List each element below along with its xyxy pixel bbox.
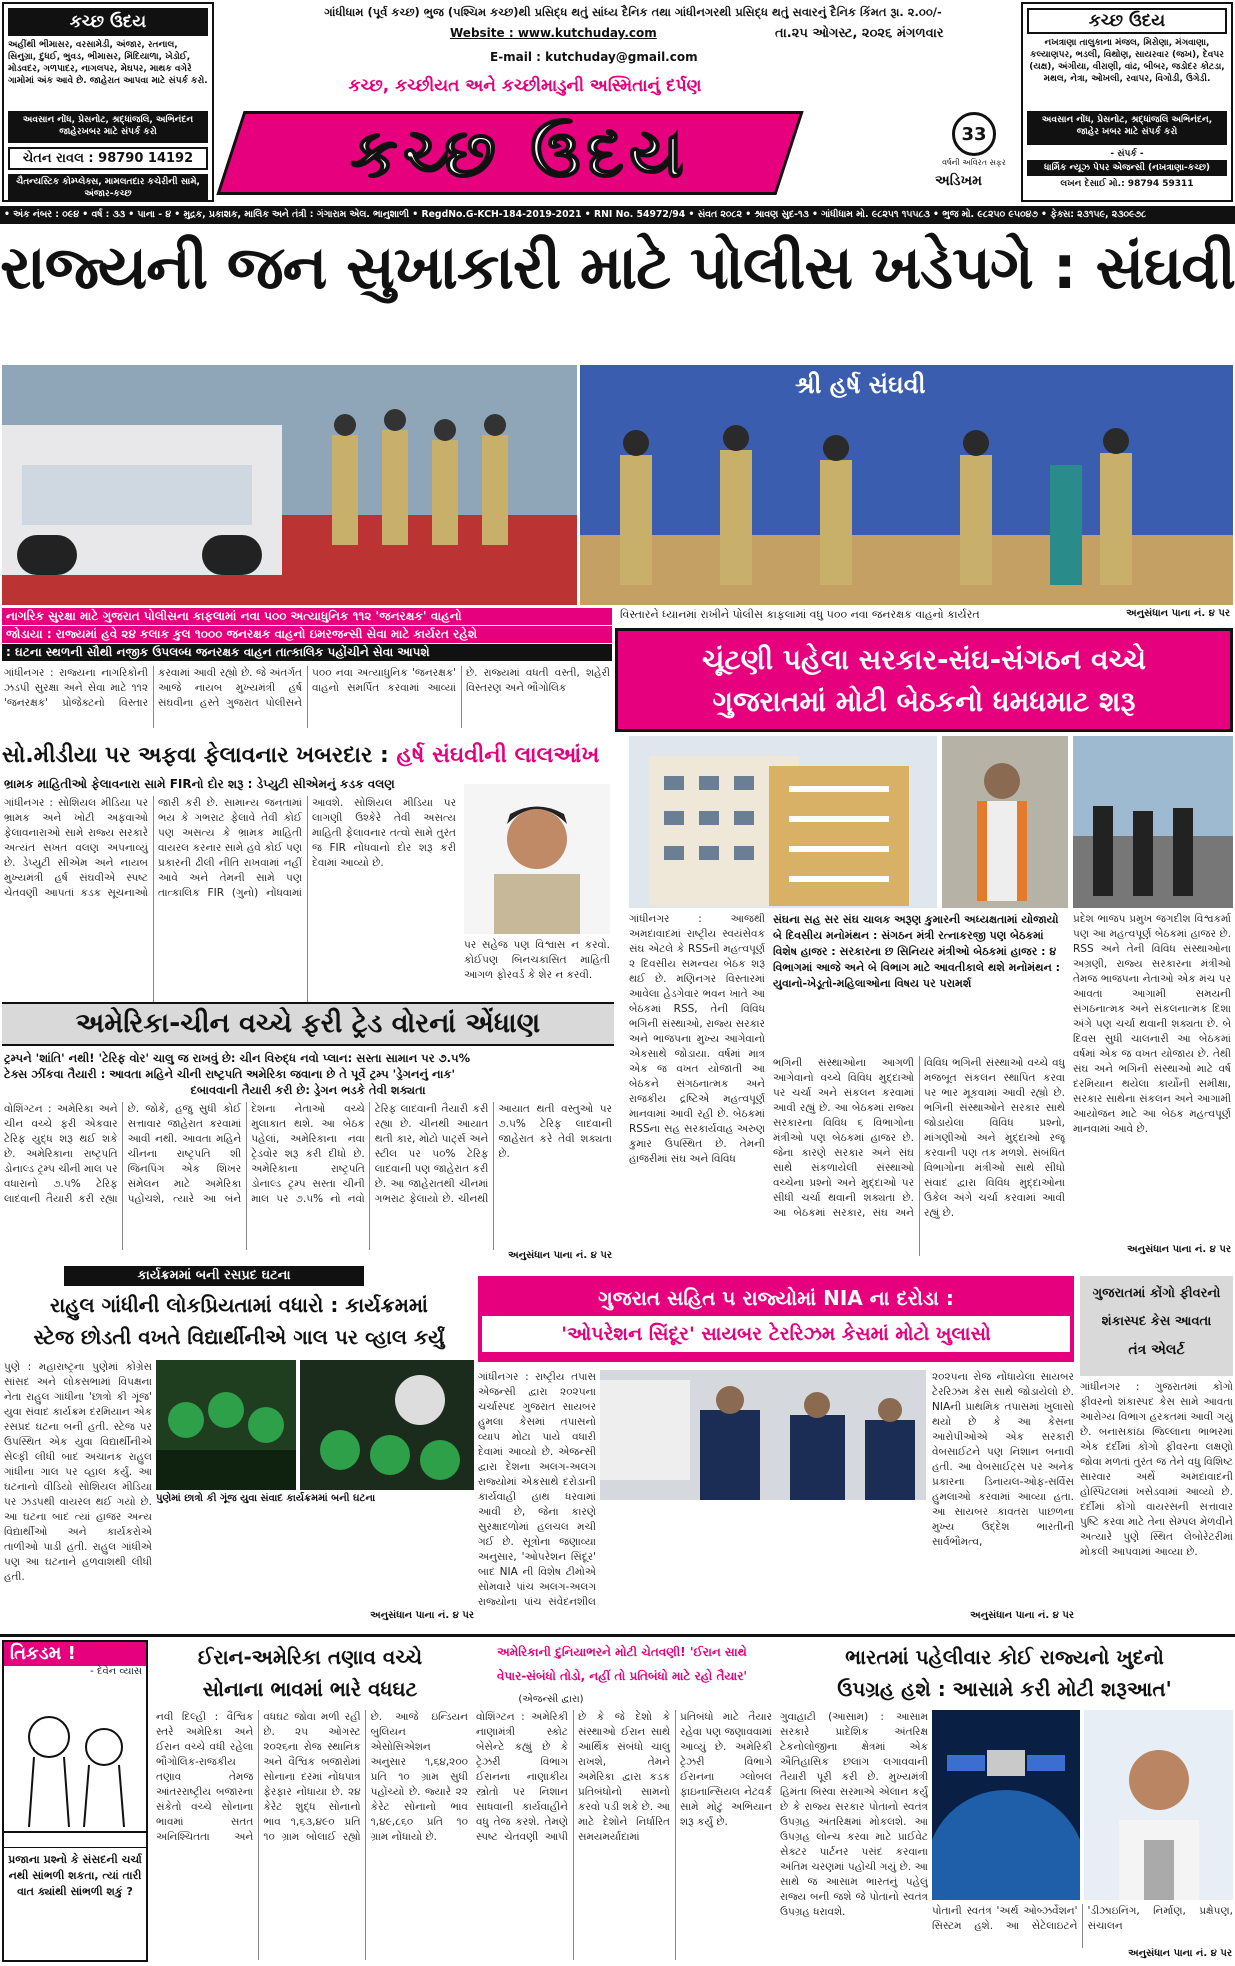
cartoon-author: - દેવેન વ્યાસ: [90, 1666, 142, 1677]
rahul-photo-2: [300, 1360, 474, 1490]
iran-body: વોશિંગ્ટન : અમેરિકી નાણામંત્રી સ્કોટ બેસેન્ટે કહ્યું છે કે ટ્રેઝરી વિભાગ ઈરાનના નાણાકીય સ્ત્રોતો પર નિશાન સાધવાની કાર્યવાહીને વધુ તેજ કરશે. તેમણે સ્પષ્ટ ચેતવણી આપી છે કે જે દેશો કે સંસ્થાઓ ઈરાન સાથે આર્થિક સંબંધો ચાલુ રાખશે, તેમને અમેરિકા દ્વારા કડક પ્રતિબંધોનો સામનો કરવો પડી શકે છે. આ માટે દેશોને નિર્ધારિત સમયમર્યાદામાં પ્રતિબંધો માટે તૈયાર રહેવા પણ જણાવવામાં આવ્યું છે. અમેરિકી ટ્રેઝરી વિભાગે ઈરાનના ગ્લોબલ ફાઇનાન્સિયલ નેટવર્ક સામે મોટું અભિયાન શરૂ કર્યું છે.: [476, 1711, 772, 1843]
social-portrait: [464, 784, 610, 934]
right-ad-phone: લખન દેસાઈ મો.: 98794 59311: [1060, 179, 1194, 189]
cartoon-label: તિકડમ !: [4, 1642, 146, 1666]
masthead-title: કચ્છ ઉદય: [350, 114, 690, 192]
nia-body: ગાંધીનગર : રાષ્ટ્રીય તપાસ એજન્સી દ્વારા ૨૦૨૫ના ચર્ચાસ્પદ ગુજરાત સાયબર હુમલા કેસમાં તપાસનો વ્યાપ મોટા પાયે વધારી દેવામાં આવ્યો છે. એજન્સી દ્વારા દેશના અલગ-અલગ રાજ્યોમાં એકસાથે દરોડાની કાર્યવાહી હાથ ધરવામાં આવી છે, જેના કારણે સુરક્ષાદળોમાં હલચલ મચી ગઈ છે. સૂત્રોના જણાવ્યા અનુસાર, 'ઓપરેશન સિંદૂર' બાદ NIA ની વિશેષ ટીમોએ સોમવારે પાંચ અલગ-અલગ રાજ્યોના પાંચ સંવેદનશીલ: [478, 1371, 596, 1608]
right-ad-services: અવસાન નોંધ, પ્રેસનોટ, શ્રદ્ધાંજલિ અભિનંદન, જાહેર ખબર માટે સંપર્ક કરો: [1027, 111, 1227, 145]
rss-building-photo: [629, 736, 937, 908]
lead-body: ગાંધીનગર : રાજ્યના નાગરિકોની ઝડપી સુરક્ષા અને સેવા માટે ૧૧૨ 'જનરક્ષક' પ્રોજેક્ટનો વિસ્તાર કરવામાં આવી રહ્યો છે. જે અંતર્ગત આજે નાયબ મુખ્યમંત્રી હર્ષ સંઘવીના હસ્તે ગુજરાત પોલીસને ૫૦૦ નવા અત્યાધુનિક 'જનરક્ષક' વાહનો સમર્પિત કરવામાં આવ્યાં છે. રાજ્યમાં વધતી વસ્તી, શહેરી વિસ્તરણ અને ભૌગોલિક: [4, 667, 610, 709]
gold-headline-1: ઈરાન-અમેરિકા તણાવ વચ્ચે: [197, 1645, 423, 1669]
rahul-caption: પુણેમાં છાત્રો કી ગૂંજ યુવા સંવાદ કાર્યક્રમમાં બની ઘટના: [156, 1493, 376, 1504]
website-link[interactable]: Website : www.kutchuday.com: [450, 26, 657, 40]
rahul-headline-2: સ્ટેજ છોડતી વખતે વિદ્યાર્થીનીએ ગાલ પર વ્હાલ કર્યું: [33, 1325, 445, 1349]
left-ad-contact: ચેતન રાવલ : 98790 14192: [8, 147, 208, 170]
masthead-topline: ગાંધીધામ (પૂર્વ કચ્છ) ભુજ (પશ્ચિમ કચ્છ)થી પ્રસિદ્ધ થતું સાંધ્ય દૈનિક તથા ગાંધીનગરથી પ્રસિદ્ધ થતું સવારનું દૈનિક કિંમત રૂા. ૨.૦૦/-: [324, 5, 942, 19]
badge-number: 33: [961, 123, 987, 145]
space-body: ગુવાહાટી (આસામ) : આસામ સરકારે પ્રાદેશિક અંતરિક્ષ ટેકનોલોજીના ક્ષેત્રમાં એક ઐતિહાસિક છલાંગ લગાવવાની તૈયારી પૂરી કરી છે. મુખ્યમંત્રી હિમંતા બિસ્વા સરમાએ એલાન કર્યું છે કે રાજ્ય સરકાર પોતાનો સ્વતંત્ર ઉપગ્રહ અંતરિક્ષમાં મોકલશે. આ ઉપગ્રહ લોન્ચ કરવા માટે પ્રાઈવેટ સેક્ટર પાર્ટનર પસંદ કરવાના અંતિમ ચરણમાં પહોંચી ગયું છે. આ સાથે જ આસામ ભારતનું પહેલું રાજ્ય બની જશે જે પોતાનો સ્વતંત્ર ઉપગ્રહ ધરાવશે.: [780, 1711, 928, 1918]
nia-body-right: ૨૦૨૫ના રોજ નોંધાયેલા સાયબર ટેરરિઝમ કેસ સાથે જોડાયેલો છે. NIAની પ્રાથમિક તપાસમાં ખુલાસો થયો છે કે આ કેસના આરોપીઓએ એક સરકારી વેબસાઈટને પણ નિશાન બનાવી હતી. આ વેબસાઈટ્સ પર અનેક પ્રકારના ડિનાયલ-ઓફ-સર્વિસ હુમલાઓ કરવામાં આવ્યા હતા. આ સાયબર કાવતરા પાછળના મુખ્ય ઉદ્દેશ ભારતીની સાર્વભૌમત્વ,: [932, 1371, 1074, 1548]
cartoon-speech: પ્રજાના પ્રશ્નો કે સંસદની ચર્ચા નથી સાંભળી શકતા, ત્યાં તારી વાત ક્યાંથી સાંભળી શકું ?: [4, 1847, 146, 1904]
gold-body: નવી દિલ્હી : વૈશ્વિક સ્તરે અમેરિકા અને ઈરાન વચ્ચે વધી રહેલા ભૌગોલિક-રાજકીય તણાવ તેમજ આંતરરાષ્ટ્રીય બજારના સંકેતો વચ્ચે સોનાના ભાવમાં સતત અનિશ્ચિતતા અને વધઘટ જોવા મળી રહી છે. ૨૫ ઓગસ્ટ ૨૦૨૬ના રોજ સ્થાનિક અને વૈશ્વિક બજારોમાં સોનાના દરમાં નોંધપાત્ર ફેરફાર નોંધાયા છે. ૨૪ કેરેટ શુદ્ધ સોનાનો ભાવ ૧,૬૩,૪૯૦ પ્રતિ ૧૦ ગ્રામ બોલાઈ રહ્યો છે. આજે ઇન્ડિયન બુલિયન એસોસિએશન અનુસાર ૧,૬૪,૨૦૦ પ્રતિ ૧૦ ગ્રામ સુધી પહોંચ્યો છે. જ્યારે ૨૨ કેરેટ સોનાનો ભાવ ૧,૪૯,૮૬૦ પ્રતિ ૧૦ ગ્રામ નોંધાયો છે.: [156, 1711, 468, 1843]
rahul-continued-ref: અનુસંધાન પાના નં. ૪ પર: [370, 1610, 474, 1621]
nia-body-mid: [600, 1504, 926, 1610]
nia-photo: [600, 1370, 926, 1500]
space-headline-2: ઉપગ્રહ હશે : આસામે કરી મોટી શરૂઆત': [837, 1677, 1172, 1701]
social-caption: પર સહેજ પણ વિશ્વાસ ન કરવો. કોઈપણ બિનચકાસિત માહિતી આગળ ફોરવર્ડ કે શેર ન કરવી.: [464, 939, 610, 981]
social-headline: [2, 740, 612, 772]
congo-headline-3: તંત્ર એલર્ટ: [1128, 1342, 1185, 1358]
stage-banner: શ્રી હર્ષ સંઘવી: [795, 371, 926, 399]
trade-continued-ref: અનુસંધાન પાના નં. ૪ પર: [508, 1250, 612, 1261]
trade-headline-box: [2, 1002, 614, 1046]
trade-sub-2: ટેક્સ ઝીંકવા તૈયારી : આવતા મહિને ચીની રાષ્ટ્રપતિ અમેરિકા જવાના છે તે પૂર્વે ટ્રમ્પ 'ડ્રેગનનું નાક': [4, 1067, 456, 1081]
lead-headline: રાજ્યની જન સુખાકારી માટે પોલીસ ખડેપગે : સંઘવી: [0, 233, 1235, 303]
congo-body: ગાંધીનગર : ગુજરાતમાં કોંગો ફીવરનો શંકાસ્પદ કેસ સામે આવતા આરોગ્ય વિભાગ હરકતમાં આવી ગયું છે. બનાસકાંઠા જિલ્લાના ભાભરમાં એક દર્દીમાં કોંગો ફીવરના લક્ષણો જોવા મળતાં તુરંત જ તેને વધુ વિશિષ્ટ સારવાર અર્થે અમદાવાદની હોસ્પિટલમાં ખસેડવામાં આવ્યો છે. દર્દીમાં કોંગો વાયરસની સત્તાવાર પુષ્ટિ કરવા માટે તેના સેમ્પલ મેળવીને અત્યારે પુણે સ્થિત લેબોરેટરીમાં મોકલી આપવામાં આવ્યા છે.: [1080, 1381, 1233, 1558]
space-caption: પોતાની સ્વતંત્ર 'અર્થ ઓબ્ઝર્વેશન' સિસ્ટમ હશે. આ સેટેલાઇટને 'ડીઝાઇનિંગ, નિર્માણ, પ્રક્ષેપણ, સંચાલન: [932, 1905, 1233, 1932]
politics-headline-1: ચૂંટણી પહેલા સરકાર-સંઘ-સંગઠન વચ્ચે: [701, 643, 1147, 676]
rahul-photo-1: [156, 1360, 296, 1490]
rahul-kicker: કાર્યક્રમમાં બની રસપ્રદ ઘટના: [64, 1266, 364, 1286]
rahul-body-cont: [156, 1508, 474, 1608]
tagline: કચ્છ, કચ્છીયત અને કચ્છીમાડુની અસ્મિતાનું દર્પણ: [348, 76, 702, 96]
space-headline-1: ભારતમાં પહેલીવાર કોઈ રાજ્યનો ખુદનો: [845, 1645, 1164, 1669]
politics-body-left: ગાંધીનગર : આજથી અમદાવાદમાં રાષ્ટ્રીય સ્વયંસેવક સંઘ એટલે કે RSSની મહત્વપૂર્ણ ૨ દિવસીય સમન્વય બેઠક શરૂ થઈ છે. મણિનગર વિસ્તારમાં આવેલા હેડગેવાર ભવન ખાતે આ બેઠકમાં RSS, તેની વિવિધ ભગિની સંસ્થાઓ, રાજ્ય સરકાર અને ભાજપના મુખ્ય આગેવાનો એકસાથે જોડાયા. વર્ષમાં માત્ર એક જ વખત યોજાતી આ બેઠકને સંગઠનાત્મક અને રાજકીય દ્રષ્ટિએ મહત્વપૂર્ણ માનવામાં આવી રહી છે. બેઠકમાં RSSના સહ સરકાર્યવાહ અરુણ કુમાર ઉપસ્થિત છે. તેમની હાજરીમાં સંઘ અને વિવિધ: [629, 913, 765, 1165]
satellite-photo: [932, 1710, 1080, 1900]
masthead-logo: [230, 103, 920, 203]
cm-portrait: [1084, 1710, 1233, 1900]
politics-body-right: પ્રદેશ ભાજપ પ્રમુખ જગદીશ વિશ્વકર્મા પણ આ મહત્વપૂર્ણ બેઠકમાં હાજર છે. RSS અને તેની વિવિધ સંસ્થાઓના અગ્રણી, રાજ્ય સરકારના મંત્રીઓ તેમજ ભાજપના નેતાઓ એક મંચ પર આવતા આગામી સમયની સંગઠનાત્મક અને સંકલનાત્મક દિશા અંગે પણ ચર્ચા થવાની શક્યતા છે. બે દિવસ સુધી ચાલનારી આ બેઠકમાં વર્ષમાં એક જ વખત યોજાય છે. તેથી સંઘ અને ભગિની સંસ્થાઓ માટે વર્ષ દરમિયાન થયેલા કાર્યોની સમીક્ષા, સરકાર સાથેના સંકલન અને આગામી આયોજન માટે આ બેઠક મહત્વપૂર્ણ માનવામાં આવે છે.: [1073, 913, 1231, 1135]
badge-text: વર્ષની અવિરત સફર: [942, 158, 1006, 167]
left-ad-blurb: અહીંથી ભીમાસર, વરસામેડી, અંજાર, રતનાલ, સિનુગ્રા, દુધઈ, ભુવડ, ભીમાસર, મિંદિયાળા, ખેડોઈ, મોડવદર, ગળપાદર, નાગલપર, મેઘપર, માથક વગેરે ગામોમાં અંક આવે છે. જાહેરાત આપવા માટે સંપર્ક કરો.: [8, 40, 208, 86]
right-ad-logo: કચ્છ ઉદય: [1027, 8, 1227, 34]
politics-headline-2: ગુજરાતમાં મોટી બેઠકનો ધમધમાટ શરૂ: [712, 685, 1136, 718]
social-subhead: ભ્રામક માહિતીઓ ફેલાવનારા સામે FIRનો દોર શરૂ : ડેપ્યુટી સીએમનું કડક વલણ: [4, 777, 395, 791]
space-continued-ref: અનુસંધાન પાના નં. ૪ પર: [1128, 1948, 1232, 1959]
section-divider: [0, 1634, 1235, 1637]
rss-leader-photo: [942, 736, 1068, 908]
edition-label: અડિખમ: [935, 173, 983, 189]
left-ad-logo: કચ્છ ઉદય: [8, 8, 208, 36]
right-ad-box: [1021, 2, 1233, 202]
social-body: ગાંધીનગર : સોશિયલ મીડિયા પર ભ્રામક અને ખોટી અફવાઓ ફેલાવનારાઓ સામે રાજ્ય સરકારે અત્યંત સખત વલણ અપનાવ્યું છે. ડેપ્યુટી સીએમ અને નાયબ મુખ્યમંત્રી હર્ષ સંઘવીએ સ્પષ્ટ ચેતવણી આપતાં કડક સૂચનાઓ જારી કરી છે. સામાન્ય જનતામાં ભય કે ગભરાટ ફેલાવે તેવી કોઈ પણ અસત્ય કે ભ્રામક માહિતી વાયરલ કરનાર સામે હવે કોઈ પણ પ્રકારની ઢીલી નીતિ રાખવામાં નહીં આવે અને તેમની સામે પણ તાત્કાલિક FIR (ગુનો) નોંધવામાં આવશે. સોશિયલ મીડિયા પર લાગણી ઉશ્કેરે તેવી અસત્ય માહિતી ફેલાવનાર તત્વો સામે તુરંત જ FIR નોંધવાનો દોર શરૂ કરી દેવામાં આવ્યો છે.: [4, 797, 456, 899]
politics-sublead: સંઘના સહ સર સંઘ ચાલક અરૂણ કુમારની અધ્યક્ષતામાં યોજાયો બે દિવસીય મનોમંથન : સંગઠન મંત્રી રત્નાકરજી પણ બેઠકમાં વિશેષ હાજર : સરકારના છ સિનિયર મંત્રીઓ બેઠકમાં હાજર : ૪ વિભાગમાં આજે અને બે વિભાગ માટે આવતીકાલે થશે મનોમંથન : યુવાનો-ખેડૂતો-મહિલાઓના વિષય પર પરામર્શ: [773, 913, 1061, 990]
iran-headline-2: વેપાર-સંબંધો તોડો, નહીં તો પ્રતિબંધો માટે રહો તૈયાર': [496, 1669, 748, 1683]
congo-headline-2: શંકાસ્પદ કેસ આવતા: [1101, 1314, 1212, 1329]
lead-continued-ref: અનુસંધાન પાના નં. ૪ પર: [1126, 608, 1230, 619]
politics-continued-ref: અનુસંધાન પાના નં. ૪ પર: [1127, 1244, 1231, 1255]
left-ad-services: અવસાન નોંધ, પ્રેસનોટ, શ્રદ્ધાંજલિ, અભિનંદન જાહેરખબર માટે સંપર્ક કરો: [8, 111, 208, 143]
issue-date: તા.૨૫ ઓગસ્ટ, ૨૦૨૬ મંગળવાર: [775, 26, 944, 41]
nia-headline-1: ગુજરાત સહિત ૫ રાજ્યોમાં NIA ના દરોડા :: [598, 1286, 954, 1310]
cartoon-drawing: [4, 1677, 146, 1847]
trade-sub-1: ટ્રમ્પને 'શાંતિ' નથી! 'ટેરિફ વોર' ચાલુ જ રાખવું છે: ચીન વિરુદ્ધ નવો પ્લાન: સસ્તા સામાન પર ૭.૫%: [4, 1051, 471, 1065]
lead-photo-right: [580, 365, 1233, 605]
social-headline-b: હર્ષ સંઘવીની લાલઆંખ: [396, 743, 600, 768]
iran-headline-1: અમેરિકાની દુનિયાભરને મોટી ચેતવણી! 'ઈરાન સાથે: [497, 1645, 747, 1659]
gold-headline-2: સોનાના ભાવમાં ભારે વધઘટ: [202, 1677, 418, 1701]
lead-photo-left: [2, 365, 577, 605]
trade-headline: અમેરિકા-ચીન વચ્ચે ફરી ટ્રેડ વોરનાં એંધાણ: [75, 1008, 541, 1039]
politics-body-mid: ભગિની સંસ્થાઓના આગળી આગેવાનો વચ્ચે વિવિધ મુદ્દાઓ પર ચર્ચા અને સંકલન કરવામાં આવી રહ્યું છે. આ બેઠકમાં રાજ્ય સરકારના વિવિધ ૬ વિભાગોના મંત્રીઓ પણ બેઠકમાં હાજર છે. જેના કારણે સરકાર અને સંઘ સાથે સંકળાયેલી સંસ્થાઓ વચ્ચેના પ્રશ્નો અને મુદ્દાઓ પર સીધી ચર્ચા થવાની શક્યતા છે. આ બેઠકમાં સરકાર, સંઘ અને વિવિધ ભગિની સંસ્થાઓ વચ્ચે વધુ મજબૂત સંકલન સ્થાપિત કરવા પર ભાર મૂકવામાં આવી રહ્યો છે. ભગિની સંસ્થાઓને સરકાર સાથે જોડાયેલા વિવિધ પ્રશ્નો, માંગણીઓ અને મુદ્દાઓ રજૂ કરવાની પણ તક મળશે. સંબંધિત વિભાગોના મંત્રીઓ સાથે સીધો સંવાદ દ્વારા વિવિધ મુદ્દાઓના ઉકેલ અંગે ચર્ચા કરવામાં આવી રહ્યું છે.: [773, 1057, 1065, 1219]
left-ad-box: [2, 2, 214, 202]
lead-subhead-3: : ઘટના સ્થળની સૌથી નજીક ઉપલબ્ધ જનરક્ષક વાહન તાત્કાલિક પહોંચીને સેવા આપશે: [2, 644, 612, 661]
iran-headline-box: [472, 1640, 772, 1692]
rahul-headline-1: રાહુલ ગાંધીની લોકપ્રિયતામાં વધારો : કાર્યક્રમમાં: [50, 1293, 428, 1317]
rahul-body: પુણે : મહારાષ્ટ્રના પુણેમાં કોંગ્રેસ સાંસદ અને લોકસભામાં વિપક્ષના નેતા રાહુલ ગાંધીના 'છાત્રો કી ગૂંજ' યુવા સંવાદ કાર્યક્રમ દરમિયાન એક રસપ્રદ ઘટના બની હતી. સ્ટેજ પર ઉપસ્થિત એક યુવા વિદ્યાર્થીનીએ સેલ્ફી લીધી બાદ અચાનક રાહુલ ગાંધીના ગાલ પર વ્હાલ કર્યું. આ ઘટનાનો વીડિયો સોશિયલ મીડિયા પર ઝડપથી વાયરલ થઈ ગયો છે. આ ઘટના બાદ ત્યાં હાજર અન્ય વિદ્યાર્થીઓ અને કાર્યકરોએ તાળીઓ પાડી હતી. રાહુલ ગાંધીએ પણ આ ઘટનાને હળવાશથી લીધી હતી.: [4, 1361, 152, 1583]
congo-headline-box: [1080, 1276, 1233, 1376]
lead-subhead-1: નાગરિક સુરક્ષા માટે ગુજરાત પોલીસના કાફલામાં નવા ૫૦૦ અત્યાધુનિક ૧૧૨ 'જનરક્ષક' વાહનો: [2, 608, 612, 625]
cartoon-box: [2, 1640, 148, 1962]
trade-body: વોશિંગ્ટન : અમેરિકા અને ચીન વચ્ચે ફરી એકવાર ટેરિફ યુદ્ધ શરૂ થઈ શકે છે. અમેરિકાના રાષ્ટ્રપતિ ડોનાલ્ડ ટ્રમ્પ ચીની માલ પર વધારાનો ૭.૫% ટેરિફ લાદવાની તૈયારી કરી રહ્યા છે. જોકે, હજુ સુધી કોઈ સત્તાવાર જાહેરાત કરવામાં આવી નથી. આવતા મહિને ચીનના રાષ્ટ્રપતિ શી જિનપિંગ એક શિખર સંમેલન માટે અમેરિકા પહોંચશે, ત્યારે આ બંને દેશના નેતાઓ વચ્ચે મુલાકાત થશે. આ બેઠક પહેલાં, અમેરિકાના નવા ટ્રેડવોર શરૂ કરી દીધો છે. અમેરિકાના રાષ્ટ્રપતિ ડોનાલ્ડ ટ્રમ્પ સસ્તા ચીની માલ પર ૭.૫% નો નવો ટેરિફ લાદવાની તૈયારી કરી રહ્યા છે. ચીનથી આયાત થતી કાર, મોટો પાર્ટ્સ અને સ્ટીલ પર ૫૦% ટેરિફ લાદવાની પણ જાહેરાત કરી છે. આ જાહેરાતથી ચીનમાં ગભરાટ ફેલાયો છે. ચીનથી આયાત થતી વસ્તુઓ પર ૭.૫% ટેરિફ લાદવાની જાહેરાત કરે તેવી શક્યતા છે.: [4, 1103, 612, 1205]
right-ad-contact: ધાર્મિક ન્યૂઝ પેપર એજન્સી (નખત્રાણા-કચ્છ): [1027, 160, 1227, 176]
left-ad-address: ચૈતન્યસ્ટિક કોમ્પ્લેક્સ, મામલતદાર કચેરીની સામે, અંજાર-કચ્છ: [8, 174, 208, 202]
trade-sub-3: દબાવવાની તૈયારી કરી છે: ડ્રેગન ભડકે તેવી શક્યતા: [190, 1083, 426, 1097]
politics-headline-box: [615, 628, 1233, 732]
nia-headline-box: [478, 1276, 1074, 1362]
right-ad-contact-label: - સંપર્ક -: [1110, 149, 1144, 159]
rss-meeting-photo: [1073, 736, 1233, 908]
nia-continued-ref: અનુસંધાન પાના નં. ૪ પર: [970, 1610, 1074, 1621]
social-headline-a: સો.મીડીયા પર અફવા ફેલાવનાર ખબરદાર :: [2, 743, 397, 768]
iran-dateline: (એજન્સી દ્વારા): [518, 1694, 584, 1705]
nia-headline-2: 'ઓપરેશન સિંદૂર' સાયબર ટેરરિઝમ કેસમાં મોટો ખુલાસો: [482, 1316, 1070, 1352]
lead-subhead-2: જોડાયા : રાજ્યમાં હવે ૨૪ કલાક કુલ ૧૦૦૦ જનરક્ષક વાહનો ઇમરજન્સી સેવા માટે કાર્યરત રહેશે: [2, 626, 612, 643]
right-ad-blurb: નખત્રાણા તાલુકાના મંજલ, મિરોણા, મંગવાણા, કલ્યાણપર, ભડલી, વિથોણ, સાયરવાર (જખ), દેવપર (યક્ષ), અંગીયા, વીરાણી, વાંઢ, બીબર, જડોદર કોટડા, મથલ, નેત્રા, ઓખલી, રવાપર, વિગોડી, ઉગેડી.: [1029, 38, 1225, 84]
congo-headline-1: ગુજરાતમાં કોંગો ફીવરનો: [1092, 1286, 1221, 1301]
registration-line: • અંક નંબર : ૦૯૪ • વર્ષ : ૩૩ • પાના - ૪ • મુદ્રક, પ્રકાશક, માલિક અને તંત્રી : ગંગારામ એલ. ભાનુશાળી • RegdNo.G-KCH-184-2019-2021 • RNI No. 54972/94 • સંવત ૨૦૮૨ • શ્રાવણ સુદ-૧૩ • ગાંધીધામ મો. ૯૮૨૫૧ ૧૫૫૮૩ • ભુજ મો. ૯૮૨૫૦ ૯૫૦૪૭ • ફેક્સ: ૨૩૧૫૯, ૨૩૦૯૭૮: [0, 206, 1235, 224]
lead-caption-right: વિસ્તારને ધ્યાનમાં રાખીને પોલીસ કાફલામાં વધુ ૫૦૦ નવા જનરક્ષક વાહનો કાર્યરત: [620, 608, 980, 621]
email-address[interactable]: E-mail : kutchuday@gmail.com: [490, 50, 698, 64]
